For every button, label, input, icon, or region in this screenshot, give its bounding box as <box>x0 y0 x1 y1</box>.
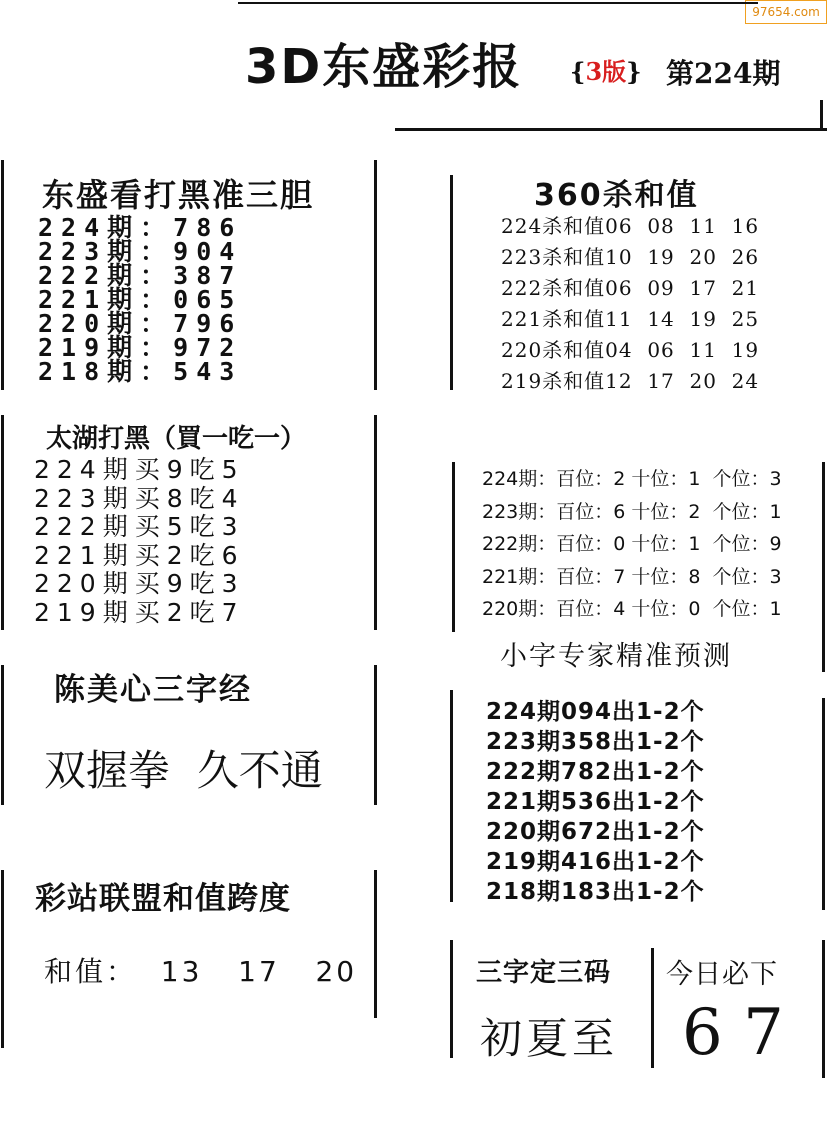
xiaozi-row: 222期782出1-2个 <box>486 759 705 785</box>
taihu-row: 223期买8吃4 <box>34 483 245 513</box>
section-today-right-border <box>822 940 825 1078</box>
xiaozi-row: 224期094出1-2个 <box>486 699 705 725</box>
dongsheng-list <box>38 213 243 386</box>
sanzi-divider <box>651 948 654 1068</box>
dongsheng-row: 222期：387 <box>38 261 243 290</box>
xiaozi-row: 219期416出1-2个 <box>486 849 705 875</box>
xiaozi-title: 小字专家精准预测 <box>500 641 732 672</box>
positions-row: 221期：百位：7 十位：8 个位：3 <box>482 565 782 588</box>
sanzi-title: 三字定三码 <box>476 958 612 988</box>
caizhan-title: 彩站联盟和值跨度 <box>35 881 291 917</box>
section-dongsheng-left-border <box>1 160 4 390</box>
xiaozi-row: 223期358出1-2个 <box>486 729 705 755</box>
edition-badge <box>570 52 642 87</box>
today-numbers: 6 7 <box>682 996 784 1070</box>
kill360-title: 360杀和值 <box>534 178 699 213</box>
kill360-row: 224杀和值06 08 11 16 <box>501 214 760 238</box>
caizhan-values: 和值： 13 17 20 <box>44 955 358 988</box>
chen-phrase: 双握拳 久不通 <box>44 746 323 795</box>
dongsheng-row: 218期：543 <box>38 357 243 386</box>
header-right-line <box>820 100 823 130</box>
section-chen-right-border <box>374 665 377 805</box>
section-caizhan-right-border <box>374 870 377 1018</box>
section-chen-left-border <box>1 665 4 805</box>
dongsheng-row: 221期：065 <box>38 285 243 314</box>
taihu-list <box>34 456 245 627</box>
kill360-row: 219杀和值12 17 20 24 <box>501 369 760 393</box>
kill360-row: 223杀和值10 19 20 26 <box>501 245 760 269</box>
kill360-row: 221杀和值11 14 19 25 <box>501 307 760 331</box>
positions-row: 222期：百位：0 十位：1 个位：9 <box>482 533 782 555</box>
taihu-row: 220期买9吃3 <box>34 569 245 598</box>
positions-row: 223期：百位：6 十位：2 个位：1 <box>482 500 782 523</box>
taihu-row: 224期买9吃5 <box>34 455 245 484</box>
dongsheng-title: 东盛看打黑准三胆 <box>42 176 315 214</box>
header-top-line <box>238 2 758 4</box>
kill360-row: 220杀和值04 06 11 19 <box>501 338 760 362</box>
section-taihu-right-border <box>374 415 377 630</box>
section-positions-left-border <box>452 462 455 632</box>
kill360-list <box>501 211 759 397</box>
section-kill360-left-border <box>450 175 453 390</box>
positions-row: 220期：百位：4 十位：0 个位：1 <box>482 598 782 620</box>
sanzi-words: 初夏至 <box>480 1014 619 1063</box>
dongsheng-row: 220期：796 <box>38 309 243 338</box>
today-title: 今日必下 <box>666 959 778 990</box>
xiaozi-row: 221期536出1-2个 <box>486 789 705 815</box>
edition-close: } <box>626 57 642 86</box>
section-xiaozi-left-border <box>450 690 453 902</box>
header-underline <box>395 128 827 131</box>
section-sanzi-left-border <box>450 940 453 1058</box>
positions-list <box>482 463 782 626</box>
section-caizhan-left-border <box>1 870 4 1048</box>
xiaozi-row: 218期183出1-2个 <box>486 879 705 905</box>
chen-title: 陈美心三字经 <box>54 672 252 708</box>
xiaozi-list <box>486 697 705 907</box>
section-taihu-left-border <box>1 415 4 630</box>
taihu-row: 219期买2吃7 <box>34 597 245 627</box>
dongsheng-row: 223期：904 <box>38 237 243 266</box>
issue-number: 第224期 <box>666 57 781 90</box>
positions-row: 224期：百位：2 十位：1 个位：3 <box>482 468 782 490</box>
section-xiaozi-right-border <box>822 698 825 910</box>
section-positions-right-border <box>822 462 825 672</box>
xiaozi-row: 220期672出1-2个 <box>486 819 705 845</box>
edition-open: { <box>570 57 586 86</box>
dongsheng-row: 224期：786 <box>38 213 243 242</box>
kill360-row: 222杀和值06 09 17 21 <box>501 276 760 300</box>
edition-label: 3版 <box>585 57 627 86</box>
taihu-row: 221期买2吃6 <box>34 540 245 570</box>
dongsheng-row: 219期：972 <box>38 333 243 362</box>
taihu-row: 222期买5吃3 <box>34 512 245 541</box>
section-dongsheng-right-border <box>374 160 377 390</box>
site-watermark: 97654.com <box>745 0 827 24</box>
taihu-title: 太湖打黑（買一吃一） <box>46 424 307 454</box>
page-title: 3D东盛彩报 <box>245 39 523 95</box>
